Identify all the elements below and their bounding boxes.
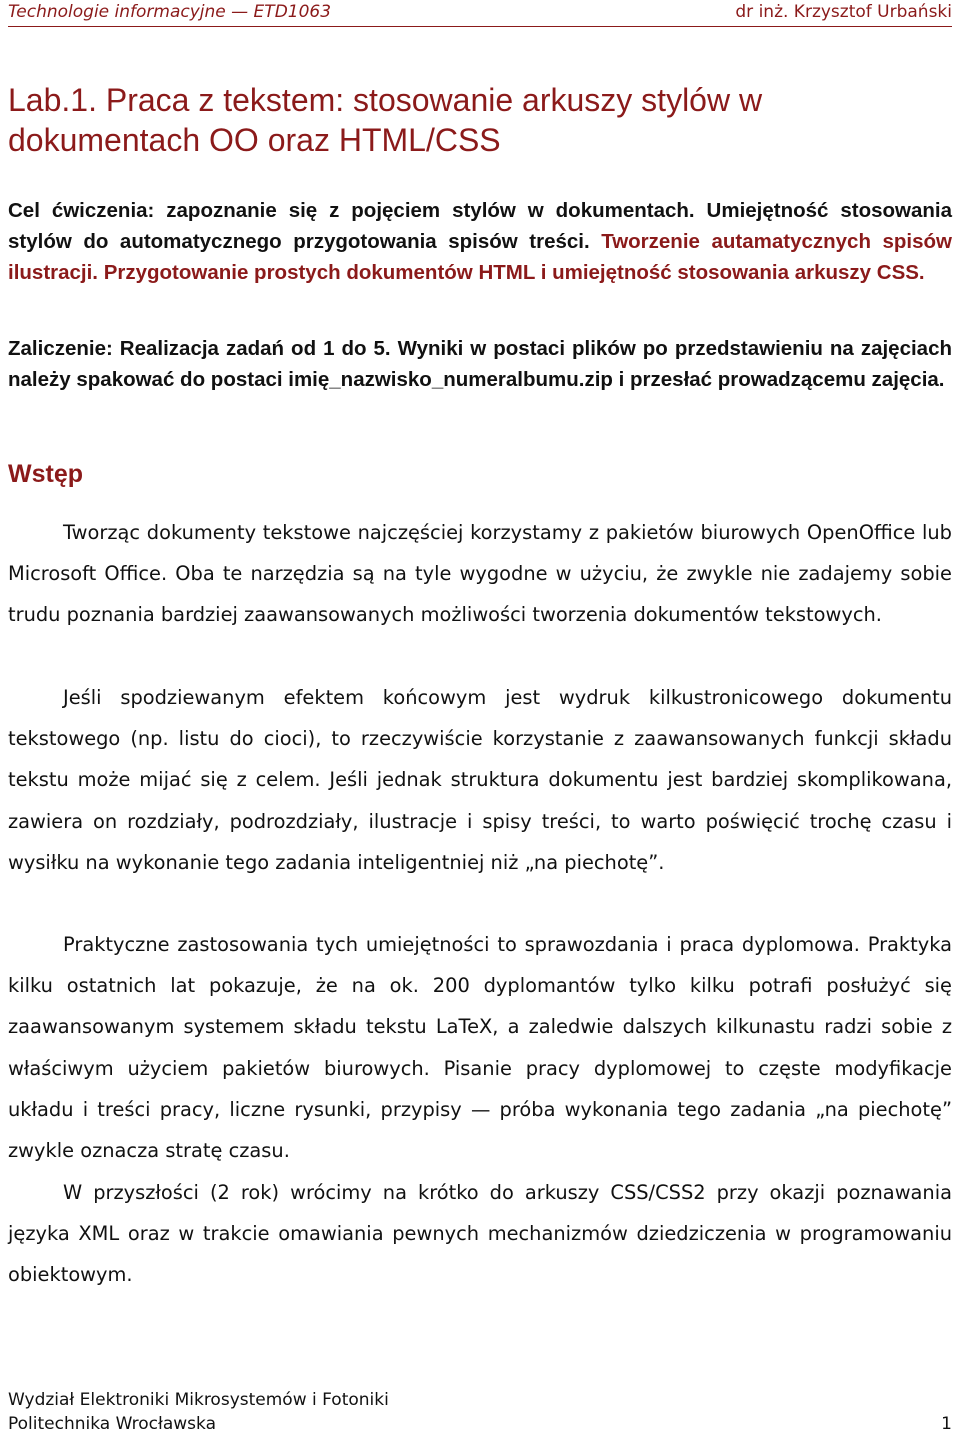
page-header — [8, 0, 952, 28]
body-paragraph-3: Praktyczne zastosowania tych umiejętności to sprawozdania i praca dyplomowa. Praktyka kilku ostatnich lat pokazuje, że na ok. 200 dyplomantów tylko kilku potrafi posłużyć się zaawansowanym systemem składu tekstu LaTeX, a zaledwie dalszych kilkunastu radzi sobie z właściwym użyciem pakietów biurowych. Pisanie pracy dyplomowej to częste modyfikacje układu i treści pracy, liczne rysunki, przypisy — próba wykonania tego zadania „na piechotę” zwykle oznacza stratę czasu. — [8, 933, 952, 1163]
author-label: dr inż. Krzysztof Urbański — [735, 2, 952, 22]
goal-paragraph — [8, 195, 952, 288]
goal-text-part2: Tworzenie autamatycznych spisów ilustracji. Przygotowanie prostych dokumentów HTML i umiejętność stosowania arkuszy CSS. — [8, 230, 952, 284]
page-number: 1 — [941, 1414, 952, 1434]
body-paragraph-1: Tworząc dokumenty tekstowe najczęściej korzystamy z pakietów biurowych OpenOffice lub Microsoft Office. Oba te narzędzia są na tyle wygodne w użyciu, że zwykle nie zadajemy sobie trudu poznania bardziej zaawansowanych możliwości tworzenia dokumentów tekstowych. — [8, 521, 952, 627]
section-heading: Wstęp — [8, 460, 83, 488]
course-label: Technologie informacyjne — ETD1063 — [8, 2, 332, 22]
document-title: Lab.1. Praca z tekstem: stosowanie arkuszy stylów w dokumentach OO oraz HTML/CSS — [8, 82, 763, 158]
body-paragraph-4: W przyszłości (2 rok) wrócimy na krótko do arkuszy CSS/CSS2 przy okazji poznawania języka XML oraz w trakcie omawiania pewnych mechanizmów dziedziczenia w programowaniu obiektowym. — [8, 1181, 952, 1287]
credit-paragraph: Zaliczenie: Realizacja zadań od 1 do 5. Wyniki w postaci plików po przedstawieniu na zajęciach należy spakować do postaci imię_nazwisko_numeralbumu.zip i przesłać prowadzącemu zajęcia. — [8, 337, 952, 391]
header-divider — [8, 26, 952, 27]
body-paragraph-2: Jeśli spodziewanym efektem końcowym jest wydruk kilkustronicowego dokumentu tekstowego (np. listu do cioci), to rzeczywiście korzystanie z zaawansowanych funkcji składu tekstu może mijać się z celem. Jeśli jednak struktura dokumentu jest bardziej skomplikowana, zawiera on rozdziały, podrozdziały, ilustracje i spisy treści, to warto poświęcić trochę czasu i wysiłku na wykonanie tego zadania inteligentniej niż „na piechotę”. — [8, 686, 952, 874]
footer-university: Politechnika Wrocławska — [8, 1414, 216, 1434]
footer-faculty: Wydział Elektroniki Mikrosystemów i Fotoniki — [8, 1390, 389, 1410]
goal-text-part1: Cel ćwiczenia: zapoznanie się z pojęciem stylów w dokumentach. Umiejętność stosowania stylów do automatycznego przygotowania spisów treści. — [8, 199, 952, 253]
page-footer — [8, 1388, 952, 1436]
